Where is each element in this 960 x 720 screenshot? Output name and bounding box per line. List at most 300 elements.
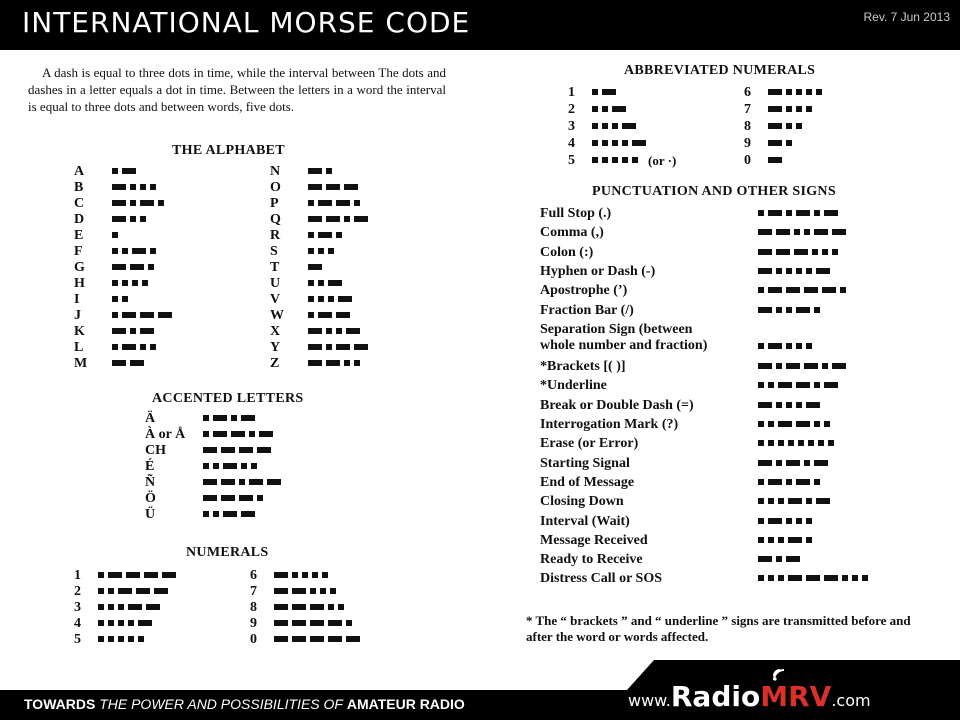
- code-label: 6: [744, 85, 751, 100]
- code-label: X: [270, 324, 281, 339]
- code-label: 7: [250, 584, 257, 599]
- morse-dot: [249, 431, 255, 437]
- code-label: 1: [568, 85, 575, 100]
- morse-dash: [274, 588, 288, 594]
- morse-dash: [804, 287, 818, 293]
- footer-tagline: [24, 696, 465, 712]
- morse-dash: [154, 588, 168, 594]
- morse-dot: [326, 344, 332, 350]
- morse-dot: [806, 89, 812, 95]
- morse-dash: [203, 479, 217, 485]
- morse-dash: [768, 518, 782, 524]
- morse-dot: [632, 157, 638, 163]
- morse-dot: [328, 296, 334, 302]
- morse-dash: [259, 431, 273, 437]
- morse-dash: [162, 572, 176, 578]
- morse-dot: [776, 402, 782, 408]
- morse-dash: [221, 479, 235, 485]
- code-label: 3: [74, 600, 81, 615]
- morse-dash: [804, 363, 818, 369]
- morse-dot: [308, 280, 314, 286]
- code-label: *Underline: [540, 378, 607, 394]
- header-bar: [0, 0, 960, 50]
- morse-dot: [758, 382, 764, 388]
- morse-dot: [112, 296, 118, 302]
- code-label: CH: [145, 443, 166, 458]
- morse-dash: [146, 604, 160, 610]
- morse-dot: [318, 280, 324, 286]
- morse-dash: [622, 123, 636, 129]
- code-label: F: [74, 244, 83, 259]
- morse-dot: [768, 575, 774, 581]
- morse-dot: [320, 588, 326, 594]
- code-label: A: [74, 164, 85, 179]
- morse-dot: [806, 106, 812, 112]
- morse-dot: [231, 415, 237, 421]
- morse-dash: [824, 575, 838, 581]
- morse-dash: [223, 463, 237, 469]
- code-label: End of Message: [540, 474, 635, 490]
- morse-dash: [213, 415, 227, 421]
- morse-dot: [140, 216, 146, 222]
- morse-dot: [98, 588, 104, 594]
- morse-dot: [308, 232, 314, 238]
- morse-dot: [310, 588, 316, 594]
- morse-dot: [344, 360, 350, 366]
- morse-dot: [776, 268, 782, 274]
- morse-dot: [98, 620, 104, 626]
- morse-dot: [814, 307, 820, 313]
- morse-dot: [804, 460, 810, 466]
- morse-dot: [602, 123, 608, 129]
- morse-dot: [822, 363, 828, 369]
- morse-dash: [768, 106, 782, 112]
- numerals-title: NUMERALS: [186, 545, 269, 560]
- morse-dash: [758, 249, 772, 255]
- morse-dot: [622, 157, 628, 163]
- morse-dot: [612, 140, 618, 146]
- morse-dot: [203, 415, 209, 421]
- morse-dot: [322, 572, 328, 578]
- code-label: J: [74, 308, 81, 323]
- morse-dot: [122, 280, 128, 286]
- morse-dash: [130, 264, 144, 270]
- morse-dash: [310, 636, 324, 642]
- morse-dash: [796, 421, 810, 427]
- morse-dash: [336, 200, 350, 206]
- morse-dot: [130, 200, 136, 206]
- code-label: T: [270, 260, 280, 275]
- morse-dash: [132, 248, 146, 254]
- morse-dash: [140, 200, 154, 206]
- morse-dot: [130, 184, 136, 190]
- logo-mrv: MRV: [760, 680, 832, 713]
- code-label: Separation Sign (between: [540, 321, 693, 337]
- morse-dot: [778, 575, 784, 581]
- morse-dash: [112, 184, 126, 190]
- morse-dash: [758, 363, 772, 369]
- code-label: É: [145, 459, 155, 474]
- morse-dot: [330, 588, 336, 594]
- morse-dash: [824, 210, 838, 216]
- morse-dash: [788, 575, 802, 581]
- morse-dot: [824, 421, 830, 427]
- morse-dot: [818, 440, 824, 446]
- morse-dot: [778, 498, 784, 504]
- morse-dash: [758, 268, 772, 274]
- morse-dash: [336, 344, 350, 350]
- morse-dash: [326, 360, 340, 366]
- morse-dot: [758, 440, 764, 446]
- morse-dot: [592, 123, 598, 129]
- morse-dot: [806, 498, 812, 504]
- morse-dash: [239, 447, 253, 453]
- morse-dot: [768, 382, 774, 388]
- code-label: 1: [74, 568, 81, 583]
- morse-dot: [346, 620, 352, 626]
- morse-dash: [786, 287, 800, 293]
- morse-dot: [128, 636, 134, 642]
- revision-date: Rev. 7 Jun 2013: [863, 10, 950, 24]
- accented-title: ACCENTED LETTERS: [152, 391, 304, 406]
- code-label: L: [74, 340, 84, 355]
- morse-dot: [786, 140, 792, 146]
- code-label: I: [74, 292, 80, 307]
- morse-dot: [786, 307, 792, 313]
- morse-dash: [602, 89, 616, 95]
- site-logo[interactable]: [628, 680, 871, 713]
- logo-radio: Radio: [670, 680, 761, 713]
- morse-dash: [806, 575, 820, 581]
- code-suffix: (or ·): [648, 153, 677, 168]
- morse-dash: [346, 328, 360, 334]
- morse-dot: [98, 604, 104, 610]
- morse-dash: [122, 168, 136, 174]
- morse-dot: [804, 229, 810, 235]
- morse-dash: [776, 229, 790, 235]
- morse-dot: [786, 518, 792, 524]
- code-label: W: [270, 308, 284, 323]
- morse-dot: [768, 537, 774, 543]
- morse-dot: [302, 572, 308, 578]
- morse-dot: [822, 249, 828, 255]
- code-label: V: [270, 292, 281, 307]
- morse-dot: [602, 106, 608, 112]
- morse-dash: [318, 232, 332, 238]
- morse-dash: [788, 498, 802, 504]
- morse-dot: [806, 268, 812, 274]
- alphabet-title: THE ALPHABET: [172, 143, 285, 158]
- morse-dot: [812, 249, 818, 255]
- morse-dot: [308, 296, 314, 302]
- morse-dot: [118, 636, 124, 642]
- morse-dash: [292, 588, 306, 594]
- morse-dot: [612, 123, 618, 129]
- code-label: 5: [74, 632, 81, 647]
- code-label: R: [270, 228, 281, 243]
- morse-dash: [308, 344, 322, 350]
- logo-suffix: .com: [831, 691, 871, 710]
- code-label: 0: [250, 632, 257, 647]
- code-label: G: [74, 260, 85, 275]
- morse-dot: [142, 280, 148, 286]
- morse-dash: [758, 556, 772, 562]
- morse-dash: [274, 572, 288, 578]
- morse-dash: [231, 431, 245, 437]
- morse-dot: [758, 421, 764, 427]
- code-label: 4: [568, 136, 575, 151]
- morse-dash: [758, 460, 772, 466]
- morse-dot: [140, 344, 146, 350]
- morse-dot: [602, 157, 608, 163]
- code-label: Ä: [145, 411, 156, 426]
- morse-dot: [158, 200, 164, 206]
- morse-dash: [814, 229, 828, 235]
- morse-dot: [796, 89, 802, 95]
- morse-dot: [798, 440, 804, 446]
- morse-dot: [814, 382, 820, 388]
- morse-dot: [758, 479, 764, 485]
- morse-dot: [354, 200, 360, 206]
- morse-dash: [274, 604, 288, 610]
- footnote: * The “ brackets ” and “ underline ” signs are transmitted before and after the word or words affected.: [526, 613, 911, 644]
- morse-dot: [758, 287, 764, 293]
- morse-dot: [828, 440, 834, 446]
- morse-dot: [328, 248, 334, 254]
- code-label: S: [270, 244, 278, 259]
- morse-dot: [832, 249, 838, 255]
- code-label: Interval (Wait): [540, 513, 630, 529]
- morse-dash: [138, 620, 152, 626]
- morse-dash: [267, 479, 281, 485]
- code-label: E: [74, 228, 84, 243]
- morse-dash: [328, 636, 342, 642]
- morse-dot: [778, 440, 784, 446]
- logo-prefix: www.: [628, 691, 671, 710]
- morse-dot: [758, 498, 764, 504]
- morse-dash: [832, 363, 846, 369]
- morse-dot: [814, 479, 820, 485]
- code-label: Hyphen or Dash (-): [540, 263, 656, 279]
- morse-dot: [786, 123, 792, 129]
- morse-dot: [128, 620, 134, 626]
- morse-dot: [122, 248, 128, 254]
- morse-dash: [112, 360, 126, 366]
- morse-dash: [144, 572, 158, 578]
- morse-dash: [112, 264, 126, 270]
- morse-dot: [776, 556, 782, 562]
- code-label: 3: [568, 119, 575, 134]
- morse-dash: [778, 421, 792, 427]
- morse-dash: [221, 447, 235, 453]
- morse-dot: [108, 620, 114, 626]
- morse-dash: [814, 460, 828, 466]
- morse-dot: [112, 344, 118, 350]
- morse-dot: [98, 636, 104, 642]
- morse-dot: [808, 440, 814, 446]
- morse-dot: [213, 511, 219, 517]
- morse-dot: [257, 495, 263, 501]
- morse-dash: [832, 229, 846, 235]
- code-label: Fraction Bar (/): [540, 302, 634, 318]
- morse-dash: [776, 249, 790, 255]
- morse-dash: [118, 588, 132, 594]
- code-label: Q: [270, 212, 281, 227]
- morse-dot: [796, 518, 802, 524]
- morse-dash: [241, 511, 255, 517]
- morse-dash: [822, 287, 836, 293]
- morse-dot: [758, 537, 764, 543]
- abbreviated-title: ABBREVIATED NUMERALS: [624, 63, 816, 78]
- morse-dash: [140, 312, 154, 318]
- code-label: H: [74, 276, 85, 291]
- code-label: Ready to Receive: [540, 552, 643, 568]
- morse-dot: [292, 572, 298, 578]
- morse-dot: [108, 604, 114, 610]
- morse-dash: [786, 556, 800, 562]
- code-label: Closing Down: [540, 494, 624, 510]
- morse-dash: [768, 479, 782, 485]
- code-label: Colon (:): [540, 244, 594, 260]
- morse-dash: [221, 495, 235, 501]
- morse-dash: [788, 537, 802, 543]
- morse-dot: [786, 343, 792, 349]
- morse-dash: [326, 216, 340, 222]
- morse-dash: [318, 200, 332, 206]
- morse-dash: [786, 363, 800, 369]
- code-label: 9: [250, 616, 257, 631]
- morse-dash: [318, 312, 332, 318]
- morse-dash: [632, 140, 646, 146]
- punctuation-title: PUNCTUATION AND OTHER SIGNS: [592, 184, 836, 199]
- morse-dash: [203, 447, 217, 453]
- morse-dot: [592, 157, 598, 163]
- morse-dash: [796, 479, 810, 485]
- morse-dot: [768, 440, 774, 446]
- morse-dash: [768, 287, 782, 293]
- code-label: C: [74, 196, 85, 211]
- morse-dash: [241, 415, 255, 421]
- morse-dash: [158, 312, 172, 318]
- morse-dash: [292, 636, 306, 642]
- morse-dot: [203, 463, 209, 469]
- morse-dot: [132, 280, 138, 286]
- morse-dash: [274, 636, 288, 642]
- morse-dot: [806, 537, 812, 543]
- morse-dash: [806, 402, 820, 408]
- morse-dot: [840, 287, 846, 293]
- morse-dot: [776, 460, 782, 466]
- morse-dash: [140, 328, 154, 334]
- morse-dash: [239, 495, 253, 501]
- morse-dash: [794, 249, 808, 255]
- morse-dot: [326, 168, 332, 174]
- morse-dash: [310, 620, 324, 626]
- code-label: Comma (,): [540, 225, 604, 241]
- morse-dot: [138, 636, 144, 642]
- code-label: M: [74, 356, 88, 371]
- morse-dash: [126, 572, 140, 578]
- morse-dash: [122, 312, 136, 318]
- morse-dash: [223, 511, 237, 517]
- morse-dot: [130, 328, 136, 334]
- morse-dot: [816, 89, 822, 95]
- morse-dot: [312, 572, 318, 578]
- morse-dash: [758, 307, 772, 313]
- morse-dash: [292, 620, 306, 626]
- code-label: Interrogation Mark (?): [540, 417, 679, 432]
- morse-dot: [112, 312, 118, 318]
- morse-dash: [122, 344, 136, 350]
- morse-dash: [778, 382, 792, 388]
- morse-dash: [328, 620, 342, 626]
- code-label: 2: [74, 584, 81, 599]
- morse-dot: [602, 140, 608, 146]
- code-label: 9: [744, 136, 751, 151]
- morse-dash: [292, 604, 306, 610]
- morse-dash: [768, 123, 782, 129]
- morse-dot: [806, 518, 812, 524]
- morse-dash: [758, 229, 772, 235]
- morse-dot: [758, 343, 764, 349]
- morse-dot: [241, 463, 247, 469]
- morse-dot: [612, 157, 618, 163]
- morse-dash: [112, 328, 126, 334]
- code-label: Full Stop (.): [540, 206, 612, 221]
- code-label: B: [74, 180, 84, 195]
- code-label: Ö: [145, 491, 156, 506]
- morse-dot: [326, 328, 332, 334]
- morse-dash: [128, 604, 142, 610]
- morse-dot: [130, 216, 136, 222]
- morse-dot: [140, 184, 146, 190]
- morse-dot: [622, 140, 628, 146]
- intro-paragraph: A dash is equal to three dots in time, while the interval between The dots and dashes in a letter equals a dot in time. Between the letters in a word the interval is equal to three dots and between words, five dots.: [28, 65, 446, 114]
- morse-dot: [338, 604, 344, 610]
- morse-dot: [786, 89, 792, 95]
- code-label: 2: [568, 102, 575, 117]
- morse-dot: [786, 268, 792, 274]
- morse-dash: [346, 636, 360, 642]
- morse-dot: [354, 360, 360, 366]
- morse-dot: [112, 280, 118, 286]
- code-label: Z: [270, 356, 280, 371]
- morse-dot: [786, 106, 792, 112]
- morse-dash: [108, 572, 122, 578]
- morse-dot: [794, 229, 800, 235]
- morse-dot: [592, 106, 598, 112]
- code-label: O: [270, 180, 281, 195]
- morse-dash: [308, 360, 322, 366]
- morse-dot: [842, 575, 848, 581]
- morse-dot: [308, 312, 314, 318]
- morse-dot: [112, 232, 118, 238]
- code-label: Ü: [145, 507, 156, 522]
- code-label: 4: [74, 616, 81, 631]
- code-label: Apostrophe (’): [540, 283, 628, 299]
- morse-dot: [150, 184, 156, 190]
- morse-dash: [249, 479, 263, 485]
- morse-dot: [592, 89, 598, 95]
- morse-dash: [816, 268, 830, 274]
- morse-dash: [768, 210, 782, 216]
- morse-dash: [786, 460, 800, 466]
- morse-dash: [136, 588, 150, 594]
- morse-dot: [786, 210, 792, 216]
- morse-dash: [326, 184, 340, 190]
- morse-dot: [786, 402, 792, 408]
- morse-dash: [768, 157, 782, 163]
